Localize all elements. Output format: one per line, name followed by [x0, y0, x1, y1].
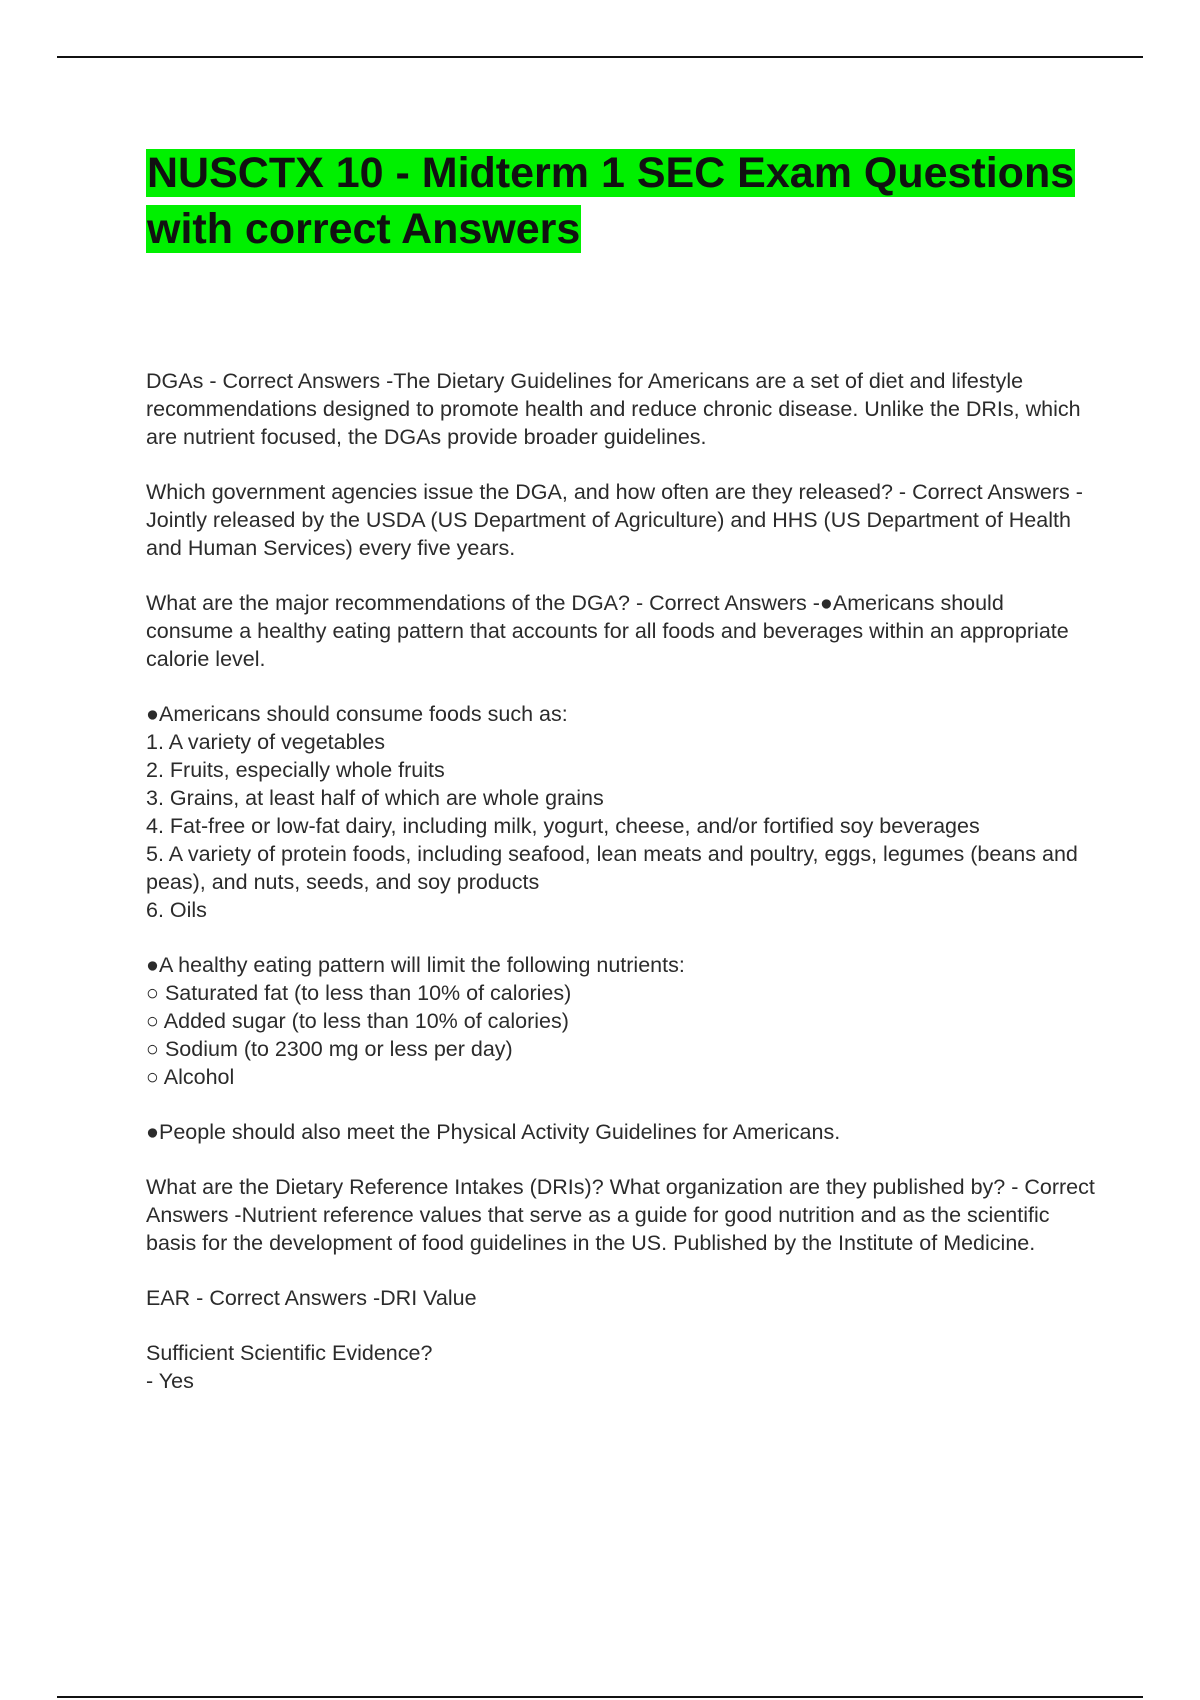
list-item: 2. Fruits, especially whole fruits — [146, 758, 445, 782]
document-title — [146, 145, 1106, 257]
list-item: 6. Oils — [146, 898, 207, 922]
footer-rule — [57, 1696, 1143, 1698]
list-item: ○ Alcohol — [146, 1065, 235, 1089]
list-item: ○ Sodium (to 2300 mg or less per day) — [146, 1037, 513, 1061]
limits-list — [146, 951, 1096, 1091]
list-item: ○ Added sugar (to less than 10% of calories) — [146, 1009, 569, 1033]
evidence-block — [146, 1339, 1096, 1395]
header-rule — [57, 56, 1143, 58]
foods-intro: ●Americans should consume foods such as: — [146, 702, 568, 726]
paragraph-ear: EAR - Correct Answers -DRI Value — [146, 1286, 477, 1310]
paragraph-agencies: Which government agencies issue the DGA, and how often are they released? - Correct Answers -Jointly released by the USDA (US Department of Agriculture) and HHS (US Department of Health and Human Services) every five years. — [146, 480, 1083, 560]
limits-intro: ●A healthy eating pattern will limit the following nutrients: — [146, 953, 685, 977]
paragraph-physical-activity: ●People should also meet the Physical Activity Guidelines for Americans. — [146, 1120, 841, 1144]
document-body — [146, 367, 1096, 1395]
paragraph-major-recommendations: What are the major recommendations of the DGA? - Correct Answers -●Americans should consume a healthy eating pattern that accounts for all foods and beverages within an appropriate calorie level. — [146, 591, 1069, 671]
paragraph-dris: What are the Dietary Reference Intakes (DRIs)? What organization are they published by? - Correct Answers -Nutrient reference values that serve as a guide for good nutrition and as the scientific basis for the development of food guidelines in the US. Published by the Institute of Medicine. — [146, 1175, 1095, 1255]
paragraph-dgas: DGAs - Correct Answers -The Dietary Guidelines for Americans are a set of diet and lifestyle recommendations designed to promote health and reduce chronic disease. Unlike the DRIs, which are nutrient focused, the DGAs provide broader guidelines. — [146, 369, 1081, 449]
list-item: 3. Grains, at least half of which are whole grains — [146, 786, 604, 810]
evidence-question: Sufficient Scientific Evidence? — [146, 1341, 433, 1365]
evidence-answer: - Yes — [146, 1369, 194, 1393]
list-item: 5. A variety of protein foods, including seafood, lean meats and poultry, eggs, legumes (beans and peas), and nuts, seeds, and soy products — [146, 842, 1078, 894]
list-item: 1. A variety of vegetables — [146, 730, 386, 754]
title-highlight: NUSCTX 10 - Midterm 1 SEC Exam Questions with correct Answers — [147, 149, 1075, 253]
list-item: 4. Fat-free or low-fat dairy, including milk, yogurt, cheese, and/or fortified soy beverages — [146, 814, 980, 838]
foods-list — [146, 700, 1096, 924]
list-item: ○ Saturated fat (to less than 10% of calories) — [146, 981, 572, 1005]
